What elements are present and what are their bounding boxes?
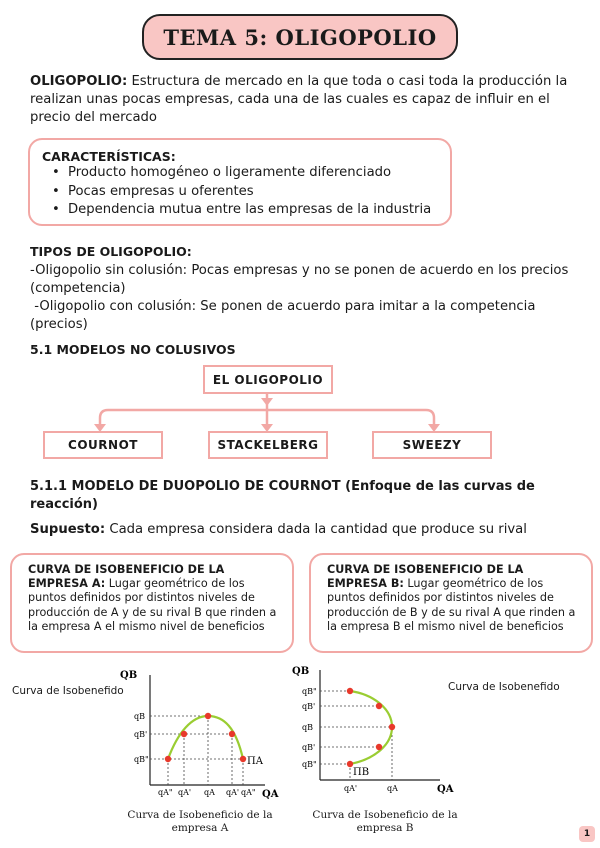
graph-b-y-label: QB [292,666,310,677]
section-heading-line: reacción) [30,497,98,512]
graph-b-side-label: Curva de Isobenefido [448,681,560,693]
curve-b-text: producción de B y de su rival A que rinden a [327,605,576,619]
section-heading: 5.1 MODELOS NO COLUSIVOS [30,342,236,357]
curve-a-term: EMPRESA A: [28,577,106,591]
graph-a-point [229,731,235,737]
graph-b-y-tick: qB" [302,687,317,696]
tree-node-cournot: COURNOT [43,431,163,459]
types-line: (precios) [30,317,88,332]
graph-b-point [347,688,353,694]
graph-b-point [389,724,395,730]
graph-a-profit-label: ΠA [247,756,263,767]
caption-line: empresa A [171,822,229,834]
graph-a-x-label: QA [262,789,279,800]
types-line: -Oligopolio sin colusión: Pocas empresas y no se ponen de acuerdo en los precios [30,263,569,278]
curve-a-heading: CURVA DE ISOBENEFICIO DE LA [28,563,225,576]
graph-a-x-tick: qA" [158,788,173,797]
curve-b-text: puntos definidos por distintos niveles de [327,591,554,605]
graph-a-x-tick: qA [204,788,215,797]
graph-a-y-tick: qB" [134,755,149,764]
curve-a-text: producción de A y de su rival B que rinden a [28,605,277,619]
section-heading-line: 5.1.1 MODELO DE DUOPOLIO DE COURNOT (Enfoque de las curvas de [30,479,535,494]
graph-a-side-label: Curva de Isobenefido [12,685,124,697]
graph-b-y-tick: qB" [302,760,317,769]
curve-b-term: EMPRESA B: [327,577,404,591]
graph-a-caption [115,809,285,835]
graph-a-isoprofit-curve [168,716,243,759]
types-line: -Oligopolio con colusión: Se ponen de acuerdo para imitar a la competencia [30,299,536,314]
definition-term: OLIGOPOLIO: [30,74,128,89]
graph-b-profit-label: ΠB [353,767,370,778]
assumption-term: Supuesto: [30,522,106,537]
graph-a-y-tick: qB [134,712,145,721]
graph-b-x-tick: qA' [344,784,358,793]
graph-b [292,666,454,795]
graph-b-y-tick: qB' [302,702,316,711]
graph-a-point [165,756,171,762]
characteristics-title: CARACTERÍSTICAS: [42,149,176,164]
page-title: TEMA 5: OLIGOPOLIO [142,14,458,60]
graph-b-y-tick: qB [302,723,313,732]
graph-a-point [240,756,246,762]
caption-line: empresa B [356,822,414,834]
definition-line: realizan unas pocas empresas, cada una de las cuales es capaz de influir en el [30,92,550,107]
graph-a-x-tick: qA' [226,788,240,797]
curve-a-text: Lugar geométrico de los [105,577,245,591]
curve-b-text: la empresa B el mismo nivel de beneficios [327,619,564,633]
graph-a-y-label: QB [120,670,138,681]
graph-b-point [376,703,382,709]
graph-b-caption [300,809,470,835]
graph-b-x-label: QA [437,784,454,795]
list-item: • Dependencia mutua entre las empresas de la industria [42,201,440,220]
graph-a-x-tick: qA" [241,788,256,797]
tree-node-sweezy: SWEEZY [372,431,492,459]
curve-a-text: puntos definidos por distintos niveles de [28,591,255,605]
curve-b-text: Lugar geométrico de los [403,577,544,591]
graph-a-y-tick: qB' [134,730,148,739]
graph-b-y-tick: qB' [302,743,316,752]
graph-b-isoprofit-curve [350,691,392,764]
graph-a-point [205,713,211,719]
graph-a [120,670,279,800]
tree-root-node: EL OLIGOPOLIO [203,365,333,394]
graph-b-x-tick: qA [387,784,398,793]
definition-line: Estructura de mercado en la que toda o casi toda la producción la [131,74,568,89]
list-item: • Producto homogéneo o ligeramente diferenciado [42,164,440,183]
tree-node-stackelberg: STACKELBERG [208,431,328,459]
list-item: • Pocas empresas u oferentes [42,183,440,202]
graph-a-x-tick: qA' [178,788,192,797]
curve-a-text: la empresa A el mismo nivel de beneficios [28,619,265,633]
graph-a-point [181,731,187,737]
definition-line: precio del mercado [30,110,157,125]
caption-line: Curva de Isobeneficio de la [312,809,458,821]
curve-b-heading: CURVA DE ISOBENEFICIO DE LA [327,563,524,576]
page-number: 1 [579,826,595,842]
assumption-text: Cada empresa considera dada la cantidad que produce su rival [109,522,527,537]
graph-b-point [376,744,382,750]
types-line: (competencia) [30,281,126,296]
types-title: TIPOS DE OLIGOPOLIO: [30,244,192,259]
caption-line: Curva de Isobeneficio de la [127,809,273,821]
